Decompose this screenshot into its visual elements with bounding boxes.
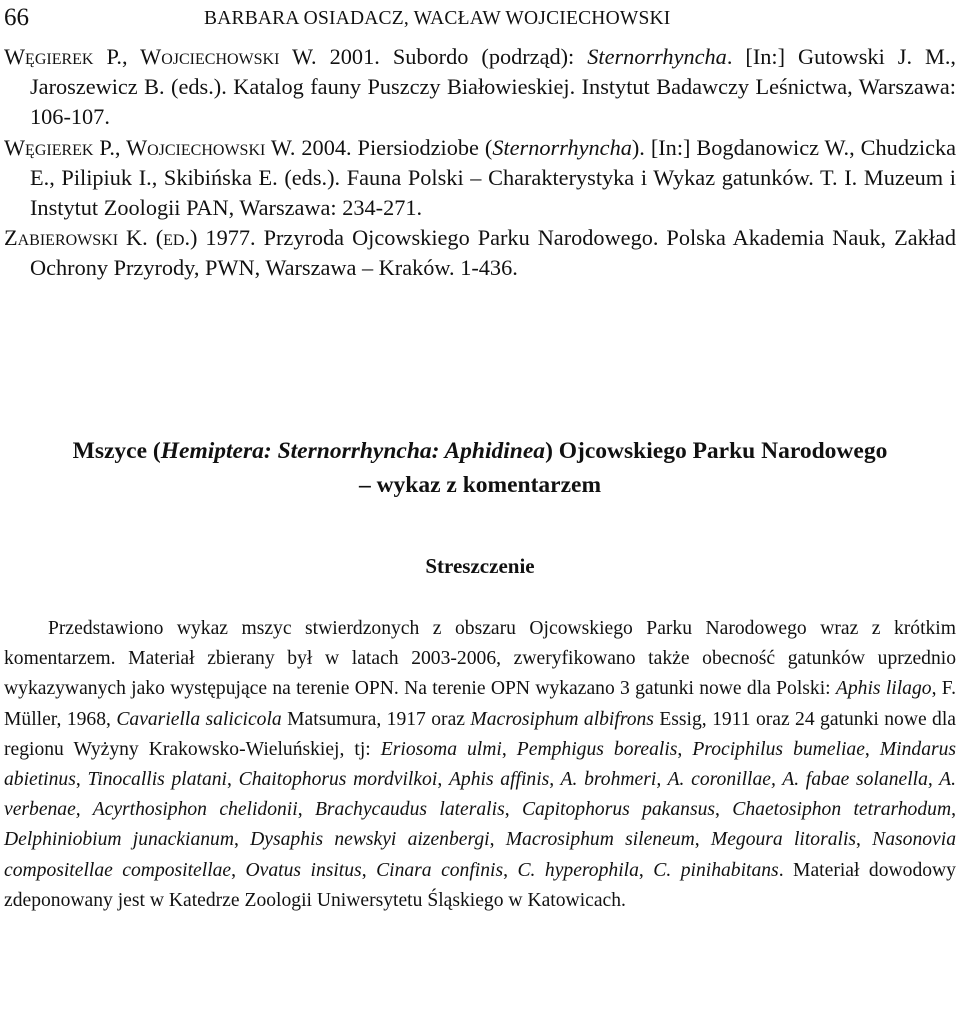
reference-item xyxy=(4,42,956,133)
abstract-text: , xyxy=(437,769,449,791)
running-head: BARBARA OSIADACZ, WACŁAW WOJCIECHOWSKI xyxy=(204,8,671,29)
article-title-line-1 xyxy=(4,434,956,468)
abstract-text: , xyxy=(75,769,88,791)
reference-rest: . [In:] Gutowski J. M., Jaroszewicz B. (eds.). Katalog fauny Puszczy Białowieskiej. Instytut Badawczy Leśnictwa, Warszawa: 106-107. xyxy=(30,44,957,130)
species-name: Aphis lilago xyxy=(835,678,932,700)
reference-title: Subordo (podrząd): xyxy=(392,44,575,69)
abstract-text: , xyxy=(361,859,377,881)
species-name: Prociphilus bumeliae xyxy=(692,738,865,760)
abstract-paragraph xyxy=(4,614,956,916)
species-name: Capitophorus pakansus xyxy=(521,799,716,821)
abstract-text: , xyxy=(856,829,873,851)
abstract-text: , xyxy=(234,829,251,851)
article-title-line-2: – wykaz z komentarzem xyxy=(358,472,602,498)
page-number: 66 xyxy=(4,4,29,31)
reference-list xyxy=(4,42,956,284)
abstract-text: Przedstawiono wykaz mszyc stwierdzonych z obszaru Ojcowskiego Parku Narodowego wraz z krótkim komentarzem. Materiał zbierany był w latach 2003-2006, zweryfikowano także obecność gatunków uprzednio wykazywanych jako występujące na terenie OPN. Na terenie OPN wykazano 3 gatunki nowe dla Polski: xyxy=(4,618,956,700)
species-name: Cinara confinis xyxy=(376,859,504,881)
abstract-text: Matsumura, 1917 oraz xyxy=(281,708,471,730)
species-name: Delphiniobium junackianum xyxy=(4,829,235,851)
abstract-text: , xyxy=(864,738,880,760)
title-taxon: Hemiptera: Sternorrhyncha: Aphidinea xyxy=(160,438,546,464)
abstract-text: , xyxy=(504,799,522,821)
reference-authors: Węgierek P., Wojciechowski W. 2001. xyxy=(4,44,380,69)
species-name: C. hyperophila xyxy=(517,859,639,881)
abstract-text: . Materiał dowodowy zdeponowany jest w Katedrze Zoologii Uniwersytetu Śląskiego w Katowicach. xyxy=(4,859,956,911)
species-name: Macrosiphum albifrons xyxy=(470,708,654,730)
reference-taxon: Sternorrhyncha xyxy=(587,44,727,69)
article-title xyxy=(4,434,956,502)
reference-rest: Przyroda Ojcowskiego Parku Narodowego. Polska Akademia Nauk, Zakład Ochrony Przyrody, PWN, Warszawa – Kraków. 1-436. xyxy=(30,225,956,281)
reference-item xyxy=(4,223,956,283)
species-name: Chaetosiphon tetrarhodum xyxy=(732,799,952,821)
reference-authors: Zabierowski K. (ed.) 1977. xyxy=(4,225,256,251)
species-name: Aphis affinis, A. brohmeri, A. coronillae, A. fabae solanella, A. verbenae, Acyrthosiphon chelidonii xyxy=(4,769,957,821)
species-name: Ovatus insitus xyxy=(245,859,362,881)
abstract-text: , xyxy=(501,738,517,760)
species-name: Chaitophorus mordvilkoi xyxy=(238,769,438,791)
reference-rest: ). [In:] Bogdanowicz W., Chudzicka E., Pilipiuk I., Skibińska E. (eds.). Fauna Polski – Charakterystyka i Wykaz gatunków. T. I. Muzeum i Instytut Zoologii PAN, Warszawa: 234-271. xyxy=(30,134,957,221)
abstract-text: , xyxy=(715,799,733,821)
abstract-text: , xyxy=(297,799,315,821)
species-name: Nasonovia compositellae compositellae xyxy=(4,829,956,881)
abstract-text: , xyxy=(677,738,693,760)
reference-item xyxy=(4,133,956,224)
abstract-text: , F. Müller, 1968, xyxy=(4,678,956,730)
species-name: Cavariella salicicola xyxy=(116,708,282,730)
species-name: Megoura litoralis xyxy=(710,829,857,851)
abstract-text: , xyxy=(231,859,246,881)
abstract-text: , xyxy=(489,829,506,851)
reference-authors: Węgierek P., Wojciechowski W. 2004. xyxy=(4,134,352,160)
abstract-text: , xyxy=(227,769,239,791)
species-name: C. pinihabitans xyxy=(653,859,779,881)
abstract-text: , xyxy=(951,799,957,821)
abstract-text: , xyxy=(503,859,518,881)
species-name: Brachycaudus lateralis xyxy=(314,799,505,821)
species-name: Pemphigus borealis xyxy=(516,738,678,760)
species-name: Macrosiphum sileneum xyxy=(505,829,695,851)
species-name: Eriosoma ulmi xyxy=(380,738,502,760)
abstract-text: , xyxy=(638,859,654,881)
species-name: Dysaphis newskyi aizenbergi xyxy=(250,829,490,851)
abstract-text: Essig, 1911 oraz 24 gatunki nowe dla regionu Wyżyny Krakowsko-Wieluńskiej, tj: xyxy=(4,708,956,760)
title-text: Mszyce ( xyxy=(72,438,161,464)
reference-title: Piersiodziobe ( xyxy=(357,134,493,160)
species-name: Mindarus abietinus xyxy=(4,738,957,791)
page-header xyxy=(4,4,956,34)
abstract-text: , xyxy=(694,829,711,851)
reference-taxon: Sternorrhyncha xyxy=(492,134,632,160)
abstract-body xyxy=(4,614,956,916)
abstract-heading: Streszczenie xyxy=(425,554,535,578)
species-name: Tinocallis platani xyxy=(87,769,228,791)
title-text: ) Ojcowskiego Parku Narodowego xyxy=(545,438,888,464)
